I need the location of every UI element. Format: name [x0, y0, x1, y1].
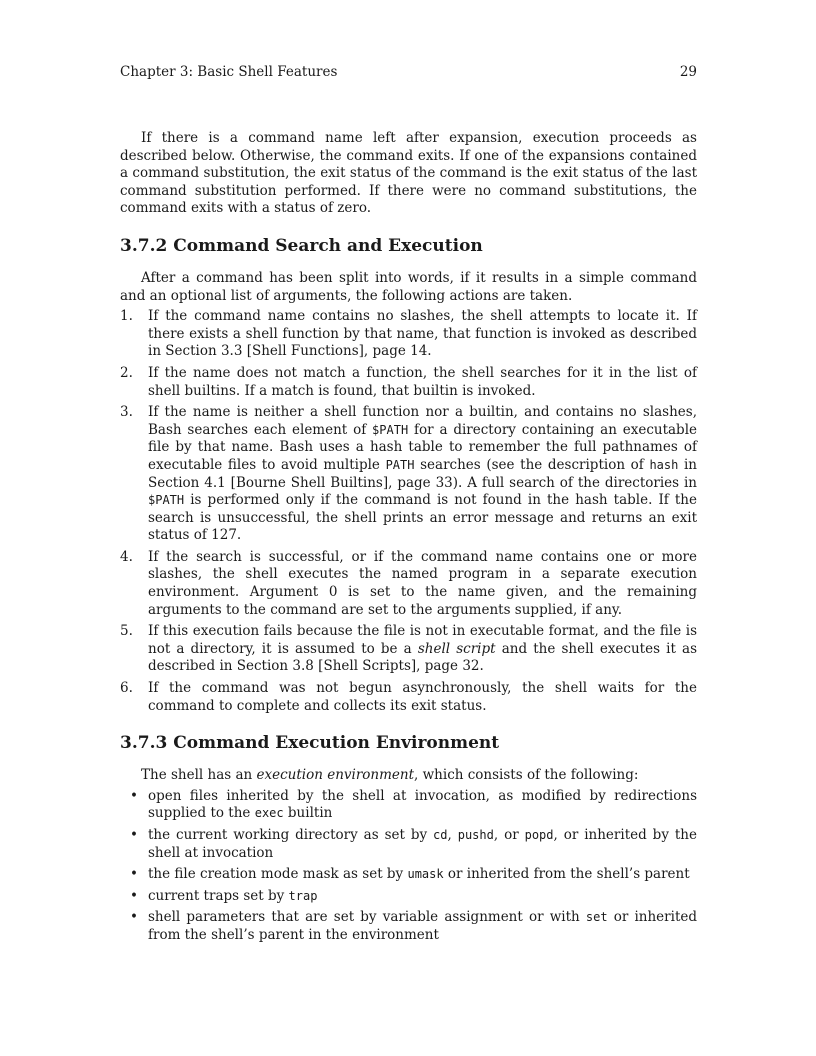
- intro-paragraph: If there is a command name left after expansion, execution proceeds as described below. Otherwise, the command exits. If one of the expansions contained a command substitution, the exit status of the command is the exit status of the last command substitution performed. If there were no command substitutions, the command exits with a status of zero.: [120, 130, 697, 217]
- text-run: , or inherited by the shell at invocation: [148, 827, 697, 861]
- running-header: [120, 64, 697, 80]
- list-item-text: If the search is successful, or if the command name contains one or more slashes, the shell executes the named program in a separate execution environment. Argument 0 is set to the name given, and the remaining arguments to the command are set to the arguments supplied, if any.: [148, 548, 697, 618]
- list-item: [120, 308, 697, 361]
- bullet-icon: •: [130, 887, 138, 904]
- list-item: [130, 866, 697, 884]
- list-item-text: If the command name contains no slashes, the shell attempts to locate it. If there exists a shell function by that name, that function is invoked as described in Section 3.3 [Shell Functions], page 14.: [148, 308, 697, 360]
- section-heading-3-7-3: 3.7.3 Command Execution Environment: [120, 733, 500, 754]
- emphasis: execution environment: [256, 767, 415, 784]
- text-run: , or: [493, 827, 525, 843]
- inline-code: $PATH: [372, 422, 409, 437]
- inline-code: popd: [524, 828, 554, 842]
- page-body: [120, 130, 697, 949]
- list-item: [120, 364, 697, 400]
- text-run: searches (see the description of: [414, 456, 650, 473]
- section-3-7-3-intro: [120, 767, 697, 785]
- inline-code: exec: [254, 806, 284, 821]
- text-run: the current working directory as set by: [148, 827, 434, 843]
- list-item: [120, 548, 697, 619]
- inline-code: cd: [433, 828, 448, 842]
- text-run: or inherited from the shell’s parent: [443, 866, 690, 883]
- list-item: [120, 404, 698, 545]
- list-item: [130, 887, 697, 906]
- list-number: 2.: [120, 364, 133, 381]
- inline-code: set: [585, 910, 608, 925]
- environment-bullet-list: [120, 788, 697, 945]
- text-run: and the shell executes it as described in Section 3.8 [Shell Scripts], page 32.: [148, 640, 698, 675]
- bullet-icon: •: [130, 909, 138, 926]
- list-number: 3.: [120, 404, 133, 421]
- text-run: current traps set by: [148, 887, 289, 904]
- section-3-7-2-intro: After a command has been split into words, if it results in a simple command and an optional list of arguments, the following actions are taken.: [120, 269, 697, 304]
- inline-code: $PATH: [148, 493, 185, 508]
- bullet-icon: •: [130, 866, 138, 883]
- text-run: shell parameters that are set by variable assignment or with: [148, 909, 586, 926]
- list-number: 6.: [120, 680, 133, 697]
- list-item: [130, 827, 697, 862]
- section-heading-3-7-2: 3.7.2 Command Search and Execution: [120, 235, 483, 256]
- text-run: , which consists of the following:: [414, 767, 639, 784]
- text-run: If this execution fails because the file is not in executable format, and the file is not a directory, it is assumed to be a: [148, 623, 697, 657]
- list-number: 5.: [120, 623, 133, 640]
- text-run: or inherited from the shell’s parent in the environment: [148, 909, 697, 943]
- emphasis: shell script: [417, 640, 496, 657]
- search-steps-list: [120, 308, 697, 715]
- chapter-title: Chapter 3: Basic Shell Features: [120, 64, 338, 80]
- inline-code: trap: [288, 888, 318, 903]
- list-item: [130, 909, 697, 944]
- list-number: 4.: [120, 548, 133, 565]
- bullet-icon: •: [130, 787, 138, 804]
- text-run: builtin: [283, 805, 333, 822]
- text-run: for a directory containing an executable file by that name. Bash uses a hash table to remember the full pathnames of executable files to avoid multiple: [148, 421, 698, 473]
- list-item-text: If the command was not begun asynchronously, the shell waits for the command to complete and collects its exit status.: [148, 680, 697, 714]
- text-run: If the name is neither a shell function nor a builtin, and contains no slashes, Bash searches each element of: [148, 404, 697, 438]
- text-run: is performed only if the command is not found in the hash table. If the search is unsuccessful, the shell prints an error message and returns an exit status of 127.: [148, 492, 697, 544]
- text-run: open files inherited by the shell at invocation, as modified by redirections supplied to the: [148, 787, 697, 822]
- list-item-text: If the name does not match a function, the shell searches for it in the list of shell builtins. If a match is found, that builtin is invoked.: [148, 364, 697, 399]
- list-item: [130, 787, 697, 823]
- inline-code: hash: [649, 457, 679, 472]
- bullet-icon: •: [130, 827, 138, 843]
- inline-code: umask: [407, 867, 444, 882]
- page-number: 29: [679, 64, 697, 80]
- text-run: The shell has an: [141, 767, 257, 784]
- text-run: in Section 4.1 [Bourne Shell Builtins], page 33). A full search of the directories in: [148, 456, 698, 491]
- text-run: ,: [447, 827, 458, 843]
- list-item: [120, 623, 698, 676]
- list-item: [120, 680, 697, 715]
- text-run: the file creation mode mask as set by: [148, 866, 408, 883]
- inline-code: pushd: [457, 828, 494, 842]
- list-number: 1.: [120, 308, 133, 325]
- inline-code: PATH: [385, 457, 415, 472]
